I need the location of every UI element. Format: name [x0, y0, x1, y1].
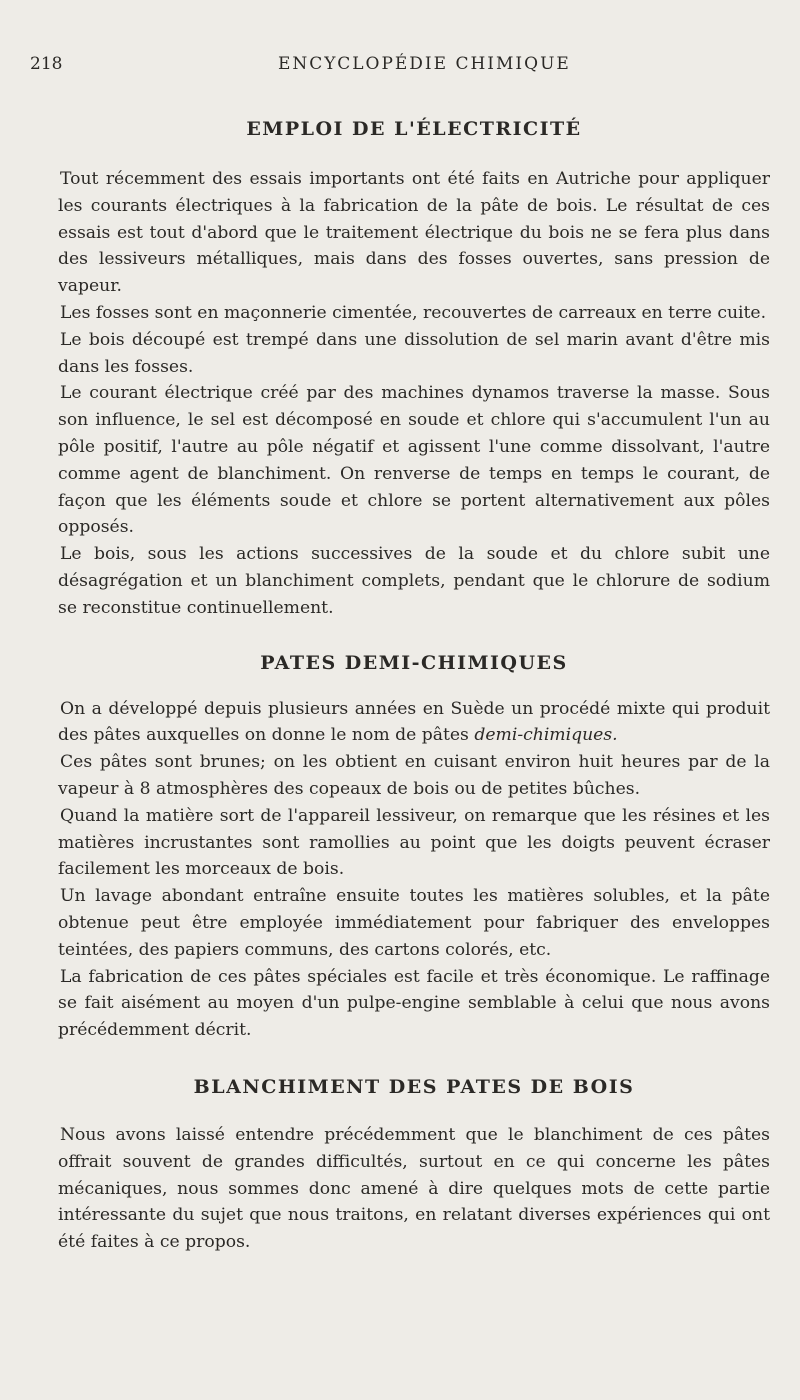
paragraph: Le bois, sous les actions successives de la soude et du chlore subit une désagrégation et un blanchiment complets, pendant que le chlorure de sodium se reconstitue continuellement.: [58, 544, 770, 618]
section-emploi-electricite: [58, 118, 770, 622]
paragraph: [58, 696, 770, 750]
paragraph: Nous avons laissé entendre précédemment que le blanchiment de ces pâtes offrait souvent de grandes difficultés, surtout en ce qui concerne les pâtes mécaniques, nous sommes donc amené à dire quelques mots de cette partie intéressante du sujet que nous traitons, en relatant diverses expériences qui ont été faites à ce propos.: [58, 1124, 770, 1253]
paragraph: Ces pâtes sont brunes; on les obtient en cuisant environ huit heures par de la vapeur à 8 atmosphères des copeaux de bois ou de petites bûches.: [58, 752, 770, 799]
section-heading: PATES DEMI-CHIMIQUES: [260, 651, 568, 674]
running-title: ENCYCLOPÉDIE CHIMIQUE: [278, 54, 571, 74]
paragraph: La fabrication de ces pâtes spéciales est facile et très économique. Le raffinage se fait aisément au moyen d'un pulpe-engine semblable à celui que nous avons précédemment décrit.: [58, 966, 770, 1041]
paragraph: Un lavage abondant entraîne ensuite toutes les matières solubles, et la pâte obtenue peut être employée immédiatement pour fabriquer des enveloppes teintées, des papiers communs, des cartons colorés, etc.: [58, 886, 770, 960]
page-number: 218: [30, 54, 63, 74]
paragraph-text: On a développé depuis plusieurs années en Suède un procédé mixte qui produit des pâtes auxquelles on donne le nom de pâtes: [58, 698, 770, 746]
paragraph: Les fosses sont en maçonnerie cimentée, recouvertes de carreaux en terre cuite.: [60, 302, 767, 323]
italic-term: demi-chimiques.: [474, 725, 618, 746]
paragraph: Tout récemment des essais importants ont été faits en Autriche pour appliquer les courants électriques à la fabrication de la pâte de bois. Le résultat de ces essais est tout d'abord que le traitement électrique du bois ne se fera plus dans des lessiveurs métalliques, mais dans des fosses ouvertes, sans pression de vapeur.: [58, 169, 770, 297]
section-pates-demi-chimiques: [58, 652, 770, 1044]
page-header: [30, 54, 770, 84]
paragraph: Quand la matière sort de l'appareil lessiveur, on remarque que les résines et les matières incrustantes sont ramollies au point que les doigts peuvent écraser facilement les morceaux de bois.: [58, 805, 770, 880]
paragraph: Le bois découpé est trempé dans une dissolution de sel marin avant d'être mis dans les fosses.: [58, 329, 770, 377]
section-heading: EMPLOI DE L'ÉLECTRICITÉ: [246, 118, 582, 140]
paragraph: Le courant électrique créé par des machines dynamos traverse la masse. Sous son influence, le sel est décomposé en soude et chlore qui s'accumulent l'un au pôle positif, l'autre au pôle négatif et agissent l'une comme dissolvant, l'autre comme agent de blanchiment. On renverse de temps en temps le courant, de façon que les éléments soude et chlore se portent alternativement aux pôles opposés.: [58, 383, 770, 538]
section-heading: BLANCHIMENT DES PATES DE BOIS: [193, 1075, 635, 1098]
section-blanchiment: [58, 1076, 770, 1256]
